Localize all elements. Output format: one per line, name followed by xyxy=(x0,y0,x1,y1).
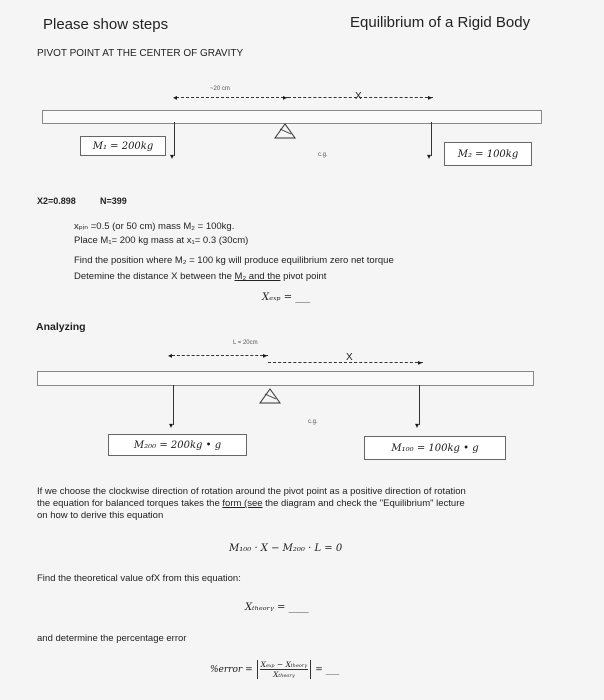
error-denominator: Xₜₕₑₒᵣᵧ xyxy=(273,670,295,679)
length-label: L = 20cm xyxy=(233,340,258,346)
header-right: Equilibrium of a Rigid Body xyxy=(350,14,531,31)
down-arrow-icon: ▾ xyxy=(415,421,420,430)
m100-box: M₁₀₀ = 100kg • g xyxy=(364,436,506,460)
instruction-line-2: Place M₁= 200 kg mass at x₁= 0.3 (30cm) xyxy=(74,235,249,246)
explanation-line-3: on how to derive this equation xyxy=(37,510,164,521)
down-arrow-icon: ▾ xyxy=(170,152,175,161)
x-arrow-2 xyxy=(268,362,423,363)
x-arrow xyxy=(288,97,433,98)
instruction-line-3: Find the position where M₂ = 100 kg will produce equilibrium zero net torque xyxy=(74,255,394,266)
pivot-icon xyxy=(257,387,283,405)
explanation-line-2: the equation for balanced torques takes the form (see the diagram and check the "Equilibrium" lecture xyxy=(37,498,465,509)
subtitle: PIVOT POINT AT THE CENTER OF GRAVITY xyxy=(37,48,244,59)
instruction-line-4: Detemine the distance X between the M₂ and the pivot point xyxy=(74,271,327,282)
instruction-line-1: xₚᵢₙ =0.5 (or 50 cm) mass M₂ = 100kg. xyxy=(74,221,235,232)
xtheory-formula: Xₜₕₑₒᵣᵧ = ____ xyxy=(245,602,309,613)
distance-arrow xyxy=(176,97,289,98)
length-arrow xyxy=(172,355,268,356)
torque-equation: M₁₀₀ · X − M₂₀₀ · L = 0 xyxy=(229,543,343,554)
explanation-line-1: If we choose the clockwise direction of rotation around the pivot point as a positive direction of rotation xyxy=(37,486,466,497)
error-numerator: Xₑₓₚ − Xₜₕₑₒᵣᵧ xyxy=(260,660,308,669)
reading-n: N=399 xyxy=(100,196,127,206)
error-formula: %error = $\frac{\text{Xₑₓₚ − Xₜₕₑₒᵣᵧ}}{\text{Xₜₕₑₒᵣᵧ}}$ = ___ xyxy=(210,660,340,679)
m2-box: M₂ = 100kg xyxy=(444,142,532,166)
cg-label-2: c.g. xyxy=(308,419,318,425)
analyzing-heading: Analyzing xyxy=(36,321,86,333)
x-label: X xyxy=(355,91,362,102)
cg-label: c.g. xyxy=(318,152,328,158)
find-theory-text: Find the theoretical value ofX from this equation: xyxy=(37,573,241,584)
x-label-2: X xyxy=(346,352,353,363)
down-arrow-icon: ▾ xyxy=(427,152,432,161)
header-left: Please show steps xyxy=(43,16,169,33)
pivot-icon xyxy=(272,122,298,140)
reading-x2: X2=0.898 xyxy=(37,196,76,206)
down-arrow-icon: ▾ xyxy=(169,421,174,430)
percent-error-prompt: and determine the percentage error xyxy=(37,633,187,644)
xexp-formula: Xₑₓₚ = ___ xyxy=(262,292,311,303)
m200-box: M₂₀₀ = 200kg • g xyxy=(108,434,247,456)
distance-label: ~20 cm xyxy=(210,86,230,92)
m1-box: M₁ = 200kg xyxy=(80,136,166,156)
beam-2 xyxy=(37,371,534,386)
